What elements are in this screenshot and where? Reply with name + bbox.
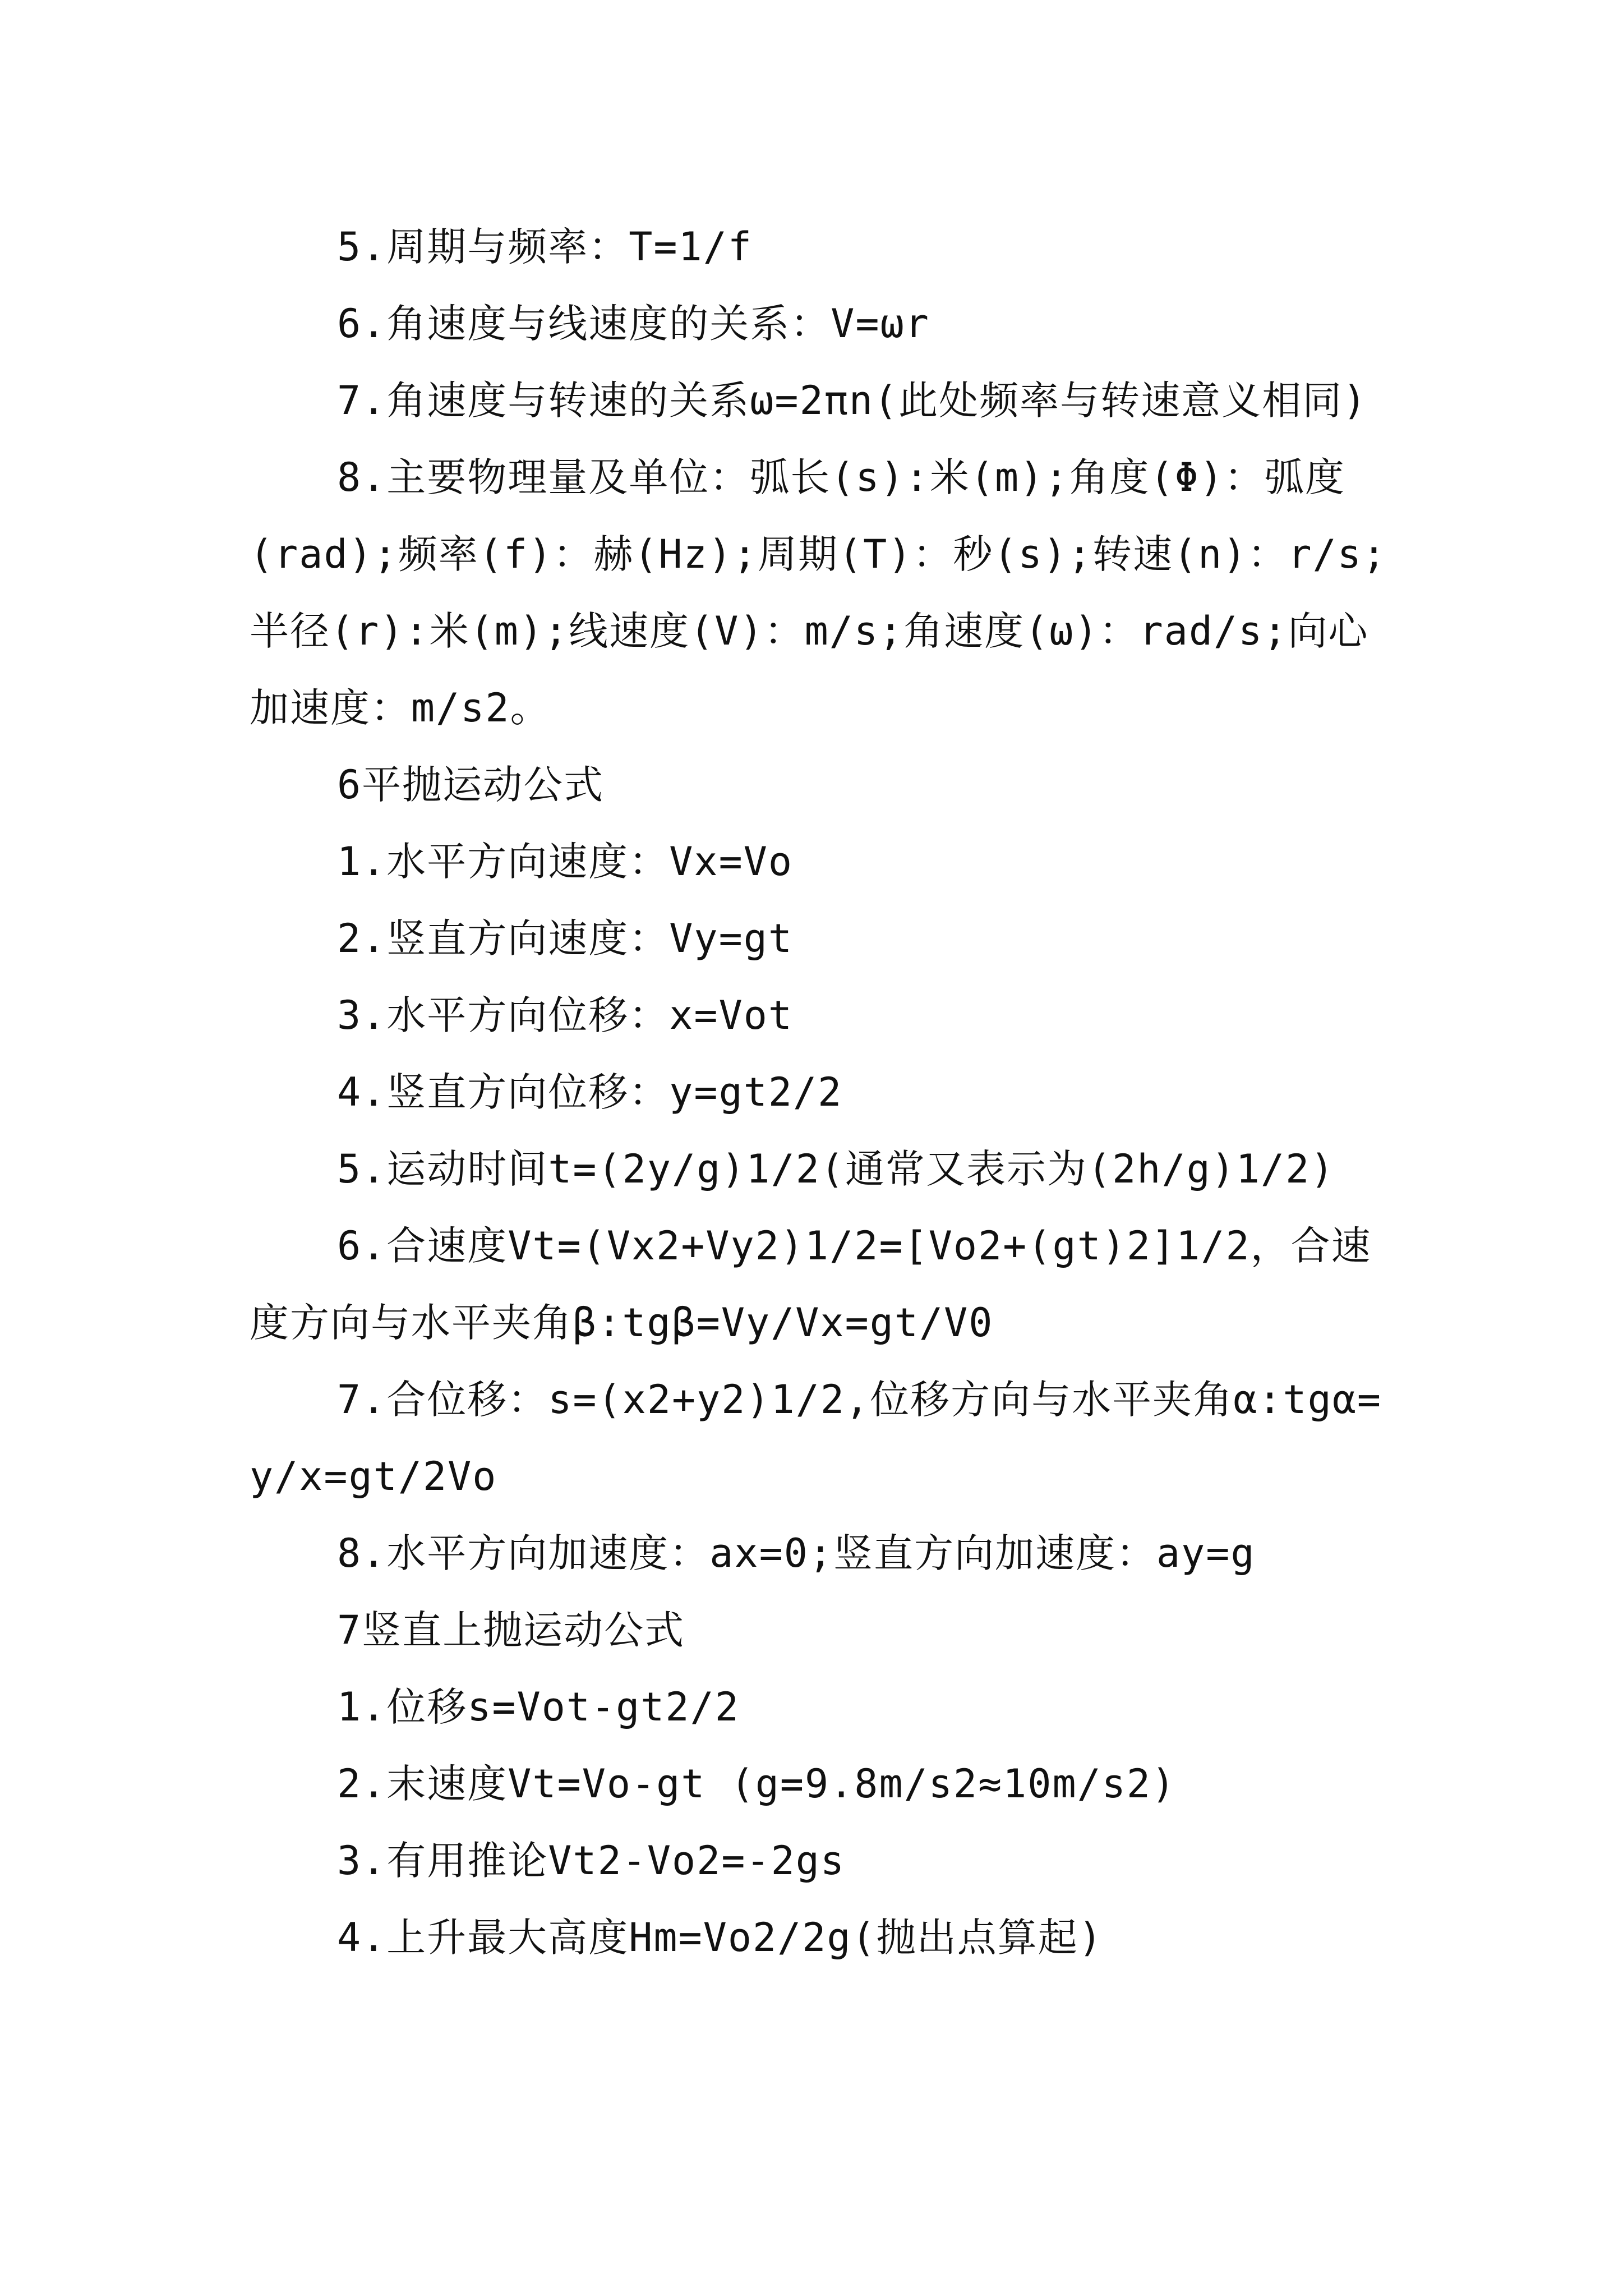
document-body xyxy=(250,209,1394,1976)
paragraph-vertical-displacement: 4.竖直方向位移：y=gt2/2 xyxy=(337,1069,843,1115)
section-heading-vertical-upward-throw: 7竖直上抛运动公式 xyxy=(337,1607,685,1653)
paragraph-acceleration-components: 8.水平方向加速度：ax=0;竖直方向加速度：ay=g xyxy=(337,1530,1256,1576)
paragraph-useful-inference: 3.有用推论Vt2-Vo2=-2gs xyxy=(337,1838,846,1884)
paragraph-angular-velocity-rotation-speed: 7.角速度与转速的关系ω=2πn(此处频率与转速意义相同) xyxy=(337,378,1368,424)
paragraph-motion-time: 5.运动时间t=(2y/g)1/2(通常又表示为(2h/g)1/2) xyxy=(337,1146,1335,1192)
paragraph-horizontal-velocity: 1.水平方向速度：Vx=Vo xyxy=(337,839,794,885)
paragraph-physical-quantities-units: 8.主要物理量及单位：弧长(s):米(m);角度(Φ)：弧度(rad);频率(f)：赫(Hz);周期(T)：秒(s);转速(n)：r/s;半径(r):米(m);线速度(V)：m/s;角速度(ω)：rad/s;向心加速度：m/s2。 xyxy=(250,454,1387,731)
paragraph-period-frequency: 5.周期与频率：T=1/f xyxy=(337,224,753,270)
paragraph-upward-displacement: 1.位移s=Vot-gt2/2 xyxy=(337,1684,740,1730)
section-heading-projectile-motion: 6平抛运动公式 xyxy=(337,762,605,808)
paragraph-angular-linear-velocity: 6.角速度与线速度的关系：V=ωr xyxy=(337,301,930,347)
paragraph-horizontal-displacement: 3.水平方向位移：x=Vot xyxy=(337,992,794,1038)
paragraph-resultant-velocity: 6.合速度Vt=(Vx2+Vy2)1/2=[Vo2+(gt)2]1/2，合速度方向与水平夹角β:tgβ=Vy/Vx=gt/V0 xyxy=(250,1223,1372,1346)
paragraph-resultant-displacement: 7.合位移：s=(x2+y2)1/2,位移方向与水平夹角α:tgα=y/x=gt/2Vo xyxy=(250,1377,1382,1499)
paragraph-max-height: 4.上升最大高度Hm=Vo2/2g(抛出点算起) xyxy=(337,1915,1103,1961)
paragraph-final-velocity: 2.末速度Vt=Vo-gt (g=9.8m/s2≈10m/s2) xyxy=(337,1761,1177,1807)
paragraph-vertical-velocity: 2.竖直方向速度：Vy=gt xyxy=(337,915,794,961)
